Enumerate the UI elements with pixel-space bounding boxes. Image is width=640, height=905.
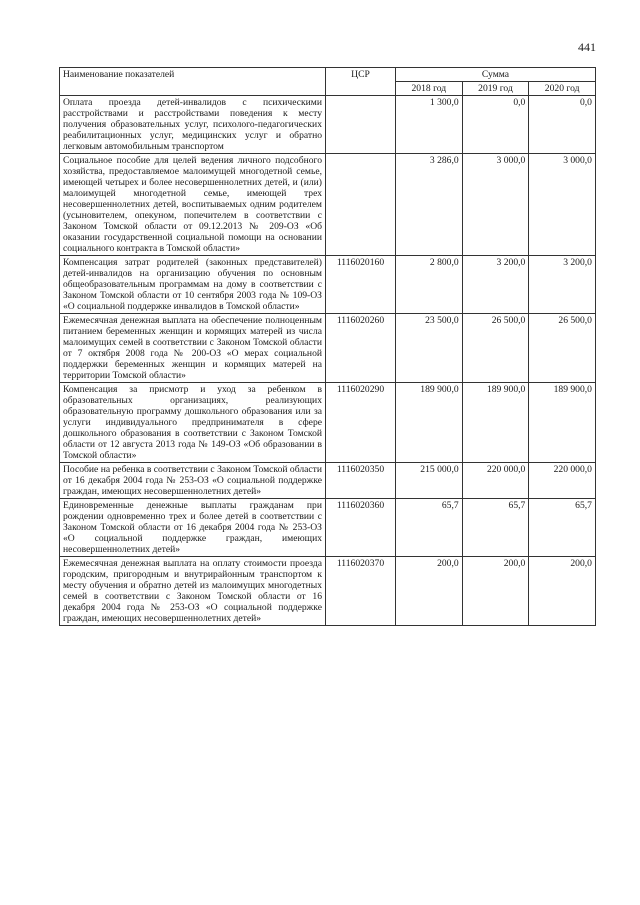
row-value-2018: 1 300,0 <box>396 96 463 154</box>
page-number: 441 <box>578 40 596 54</box>
row-value-2018: 2 800,0 <box>396 256 463 314</box>
row-value-2018: 23 500,0 <box>396 314 463 383</box>
row-value-2019: 3 000,0 <box>462 154 529 256</box>
row-value-2019: 0,0 <box>462 96 529 154</box>
table-header <box>60 68 596 96</box>
row-value-2018: 3 286,0 <box>396 154 463 256</box>
row-value-2020: 0,0 <box>529 96 596 154</box>
row-code-cell: 1116020370 <box>326 557 396 626</box>
table-row <box>60 383 596 463</box>
table-row <box>60 499 596 557</box>
row-name-cell: Компенсация за присмотр и уход за ребенком в образовательных организациях, реализующих образовательную программу дошкольного образования или за услуги индивидуального предпринимателя в сфере дошкольного образования в соответствии с Законом Томской области от 12 августа 2013 года № 149-ОЗ «Об образовании в Томской области» <box>60 383 326 463</box>
row-code-cell: 1116020360 <box>326 499 396 557</box>
row-code-cell <box>326 154 396 256</box>
row-value-2018: 215 000,0 <box>396 463 463 499</box>
row-value-2020: 220 000,0 <box>529 463 596 499</box>
row-value-2019: 220 000,0 <box>462 463 529 499</box>
header-year-2019: 2019 год <box>462 82 529 96</box>
table-row <box>60 463 596 499</box>
header-name: Наименование показателей <box>60 68 326 96</box>
row-value-2020: 3 200,0 <box>529 256 596 314</box>
header-code: ЦСР <box>326 68 396 96</box>
table-row <box>60 154 596 256</box>
row-code-cell: 1116020260 <box>326 314 396 383</box>
row-value-2019: 26 500,0 <box>462 314 529 383</box>
row-value-2019: 3 200,0 <box>462 256 529 314</box>
row-value-2019: 189 900,0 <box>462 383 529 463</box>
row-code-cell: 1116020350 <box>326 463 396 499</box>
row-value-2020: 26 500,0 <box>529 314 596 383</box>
row-value-2018: 200,0 <box>396 557 463 626</box>
row-name-cell: Ежемесячная денежная выплата на обеспечение полноценным питанием беременных женщин и кормящих матерей из числа малоимущих семей в соответствии с Законом Томской области от 7 октября 2008 года № 200-ОЗ «О мерах социальной поддержки беременных женщин и кормящих матерей на территории Томской области» <box>60 314 326 383</box>
row-value-2020: 189 900,0 <box>529 383 596 463</box>
header-year-2020: 2020 год <box>529 82 596 96</box>
row-value-2020: 3 000,0 <box>529 154 596 256</box>
budget-table <box>59 67 596 626</box>
table-row <box>60 557 596 626</box>
table-row <box>60 96 596 154</box>
row-code-cell <box>326 96 396 154</box>
table-body <box>60 96 596 626</box>
row-value-2019: 200,0 <box>462 557 529 626</box>
row-name-cell: Ежемесячная денежная выплата на оплату стоимости проезда городским, пригородным и внутрирайонным транспортом к месту обучения и обратно детей из малоимущих многодетных семей в соответствии с Законом Томской области от 16 декабря 2004 года № 253-ОЗ «О социальной поддержке граждан, имеющих несовершеннолетних детей» <box>60 557 326 626</box>
row-code-cell: 1116020290 <box>326 383 396 463</box>
row-value-2019: 65,7 <box>462 499 529 557</box>
row-code-cell: 1116020160 <box>326 256 396 314</box>
row-value-2018: 65,7 <box>396 499 463 557</box>
table-row <box>60 256 596 314</box>
header-sum: Сумма <box>396 68 596 82</box>
row-value-2018: 189 900,0 <box>396 383 463 463</box>
row-name-cell: Компенсация затрат родителей (законных представителей) детей-инвалидов на организацию обучения по основным общеобразовательным программам на дому в соответствии с Законом Томской области от 10 сентября 2003 года № 109-ОЗ «О социальной поддержке инвалидов в Томской области» <box>60 256 326 314</box>
row-name-cell: Социальное пособие для целей ведения личного подсобного хозяйства, предоставляемое малоимущей многодетной семье, имеющей четырех и более несовершеннолетних детей, и (или) малоимущей многодетной семье, имеющей трех несовершеннолетних детей, воспитываемых одним родителем (усыновителем, опекуном, попечителем в соответствии с Законом Томской области от 09.12.2013 № 209-ОЗ «Об оказании государственной социальной помощи на основании социального контракта в Томской области» <box>60 154 326 256</box>
row-name-cell: Единовременные денежные выплаты гражданам при рождении одновременно трех и более детей в соответствии с Законом Томской области от 16 декабря 2004 года № 253-ОЗ «О социальной поддержке граждан, имеющих несовершеннолетних детей» <box>60 499 326 557</box>
row-name-cell: Оплата проезда детей-инвалидов с психическими расстройствами и расстройствами поведения к месту получения образовательных услуг, психолого-педагогических реабилитационных услуг, медицинских услуг и обратно легковым автомобильным транспортом <box>60 96 326 154</box>
row-value-2020: 65,7 <box>529 499 596 557</box>
row-name-cell: Пособие на ребенка в соответствии с Законом Томской области от 16 декабря 2004 года № 253-ОЗ «О социальной поддержке граждан, имеющих несовершеннолетних детей» <box>60 463 326 499</box>
header-year-2018: 2018 год <box>396 82 463 96</box>
row-value-2020: 200,0 <box>529 557 596 626</box>
table-row <box>60 314 596 383</box>
